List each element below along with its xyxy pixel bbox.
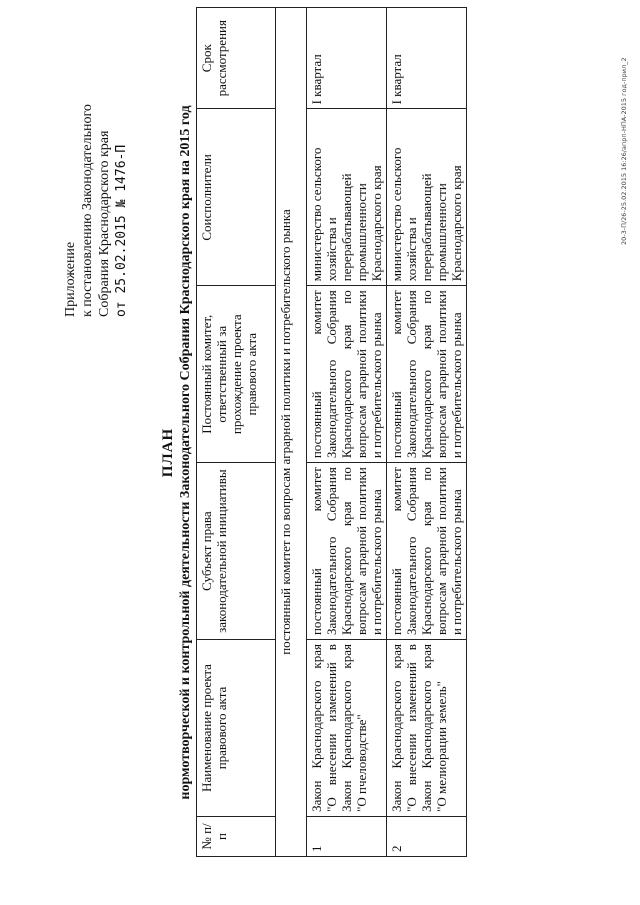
header-term: Срок рассмотрения xyxy=(197,8,276,109)
header-subject: Субъект права законодательной инициативы xyxy=(197,463,276,640)
row-num: 2 xyxy=(387,816,467,856)
header-name: Наименование проекта правового акта xyxy=(197,640,276,817)
row-coexec: министерство сельского хозяйства и перерабатывающей промышленности Краснодарского края xyxy=(387,109,467,286)
appendix-line-1: Приложение xyxy=(63,241,78,317)
row-num: 1 xyxy=(307,816,387,856)
row-name: Закон Краснодарского края "О внесении изменений в Закон Краснодарского края "О пчеловодстве" xyxy=(307,640,387,817)
plan-subtitle: нормотворческой и контрольной деятельности Законодательного Собрания Краснодарского края на 2015 год xyxy=(178,105,193,800)
row-committee: постоянный комитет Законодательного Собрания Краснодарского края по вопросам аграрной политики и потребительского рынка xyxy=(387,286,467,463)
section-title: постоянный комитет по вопросам аграрной политики и потребительского рынка xyxy=(276,8,307,857)
document-title xyxy=(160,0,194,905)
row-term: I квартал xyxy=(307,8,387,109)
plan-table xyxy=(196,7,467,857)
appendix-line-3: Собрания Краснодарского края xyxy=(97,130,112,317)
row-name: Закон Краснодарского края "О внесении изменений в Закон Краснодарского края "О мелиорации земель" xyxy=(387,640,467,817)
row-coexec: министерство сельского хозяйства и перерабатывающей промышленности Краснодарского края xyxy=(307,109,387,286)
header-num: № п/п xyxy=(197,816,276,856)
table-row xyxy=(307,8,387,857)
table-row xyxy=(387,8,467,857)
footer-code: 20-3-П/26-25.02.2015 16:26/апрп-НПА-2015 год-прил_2 xyxy=(620,57,628,245)
header-coexec: Соисполнители xyxy=(197,109,276,286)
header-committee: Постоянный комитет, ответственный за прохождение проекта правового акта xyxy=(197,286,276,463)
appendix-block xyxy=(62,57,130,317)
row-term: I квартал xyxy=(387,8,467,109)
row-subject: постоянный комитет Законодательного Собрания Краснодарского края по вопросам аграрной политики и потребительского рынка xyxy=(387,463,467,640)
appendix-line-2: к постановлению Законодательного xyxy=(80,104,95,317)
plan-heading: ПЛАН xyxy=(160,427,176,478)
table-header-row xyxy=(197,8,276,857)
row-committee: постоянный комитет Законодательного Собрания Краснодарского края по вопросам аграрной политики и потребительского рынка xyxy=(307,286,387,463)
appendix-date: от 25.02.2015 № 1476-П xyxy=(114,144,129,317)
section-row xyxy=(276,8,307,857)
row-subject: постоянный комитет Законодательного Собрания Краснодарского края по вопросам аграрной политики и потребительского рынка xyxy=(307,463,387,640)
